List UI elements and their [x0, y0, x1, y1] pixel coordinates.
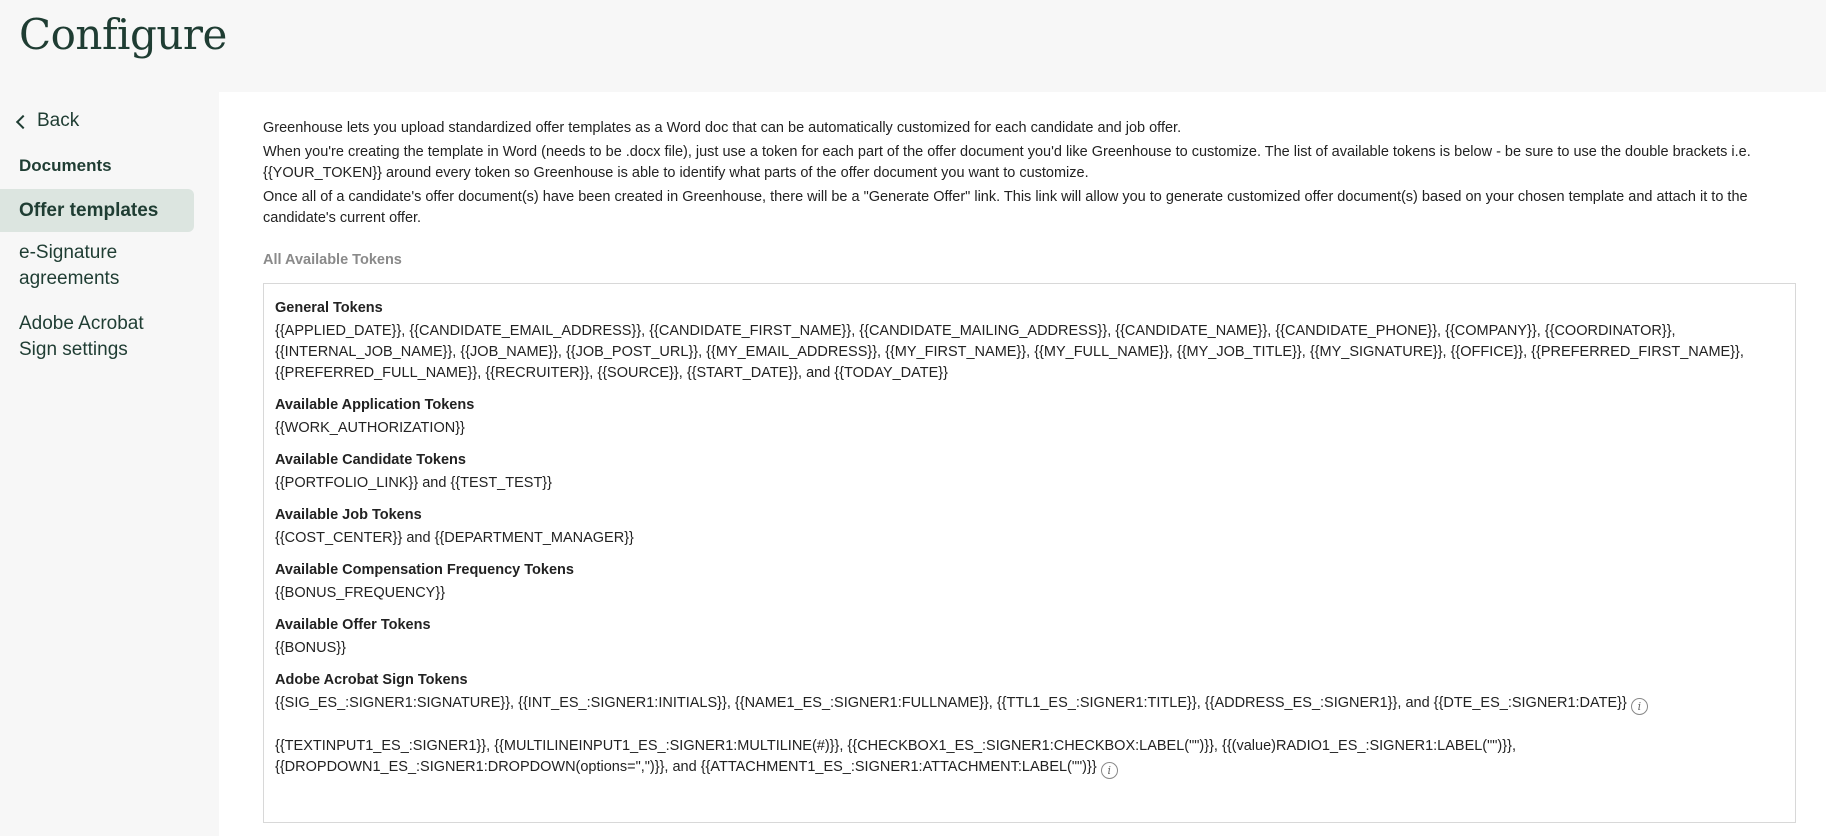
intro-paragraph: When you're creating the template in Word (needs to be .docx file), just use a token for each part of the offer document you'd like Greenhouse to customize. The list of available tokens is below - be sure to use the double brackets i.e. {{YOUR_TOKEN}} around every token so Greenhouse is able to identify what parts of the offer document you want to customize. — [263, 144, 1751, 181]
token-group-title: Available Offer Tokens — [275, 617, 431, 633]
back-label: Back — [37, 110, 80, 131]
token-group-candidate — [275, 450, 1784, 494]
token-list: {{WORK_AUTHORIZATION}} — [275, 420, 465, 436]
sidebar-section-documents: Documents — [19, 156, 112, 175]
token-group-offer — [275, 615, 1784, 659]
token-group-title: Available Compensation Frequency Tokens — [275, 562, 574, 578]
intro-text — [263, 118, 1793, 229]
chevron-left-icon — [16, 115, 30, 129]
sidebar-item-offer-templates[interactable] — [0, 189, 194, 232]
token-group-title: Available Candidate Tokens — [275, 452, 466, 468]
token-group-compensation-frequency — [275, 560, 1784, 604]
token-list: {{COST_CENTER}} and {{DEPARTMENT_MANAGER}} — [275, 530, 634, 546]
main-content — [219, 92, 1826, 836]
sidebar-item-label: Adobe Acrobat Sign settings — [19, 313, 144, 360]
tokens-panel — [263, 283, 1796, 823]
token-list-line: {{SIG_ES_:SIGNER1:SIGNATURE}}, {{INT_ES_:SIGNER1:INITIALS}}, {{NAME1_ES_:SIGNER1:FULLNAME}}, {{TTL1_ES_:SIGNER1:TITLE}}, {{ADDRESS_ES_:SIGNER1}}, and {{DTE_ES_:SIGNER1:DATE}} — [275, 695, 1627, 711]
intro-paragraph: Once all of a candidate's offer document(s) have been created in Greenhouse, there will be a "Generate Offer" link. This link will allow you to generate customized offer document(s) based on your chosen template and attach it to the candidate's current offer. — [263, 189, 1748, 226]
token-group-title: General Tokens — [275, 300, 383, 316]
intro-paragraph: Greenhouse lets you upload standardized offer templates as a Word doc that can be automatically customized for each candidate and job offer. — [263, 120, 1182, 136]
token-group-application — [275, 395, 1784, 439]
token-group-adobe-acrobat-sign — [275, 670, 1784, 779]
token-list: {{BONUS}} — [275, 640, 346, 656]
token-list — [275, 693, 1784, 715]
sidebar-item-label: Offer templates — [19, 200, 159, 221]
token-list-line: {{TEXTINPUT1_ES_:SIGNER1}}, {{MULTILINEINPUT1_ES_:SIGNER1:MULTILINE(#)}}, {{CHECKBOX1_ES_:SIGNER1:CHECKBOX:LABEL("")}}, {{(value)RADIO1_ES_:SIGNER1:LABEL("")}}, {{DROPDOWN1_ES_:SIGNER1:DROPDOWN(options=",")}}, and {{ATTACHMENT1_ES_:SIGNER1:ATTACHMENT:LABEL("")}} — [275, 738, 1516, 775]
token-group-title: Available Job Tokens — [275, 507, 422, 523]
token-group-job — [275, 505, 1784, 549]
page-title: Configure — [19, 10, 227, 59]
tokens-heading: All Available Tokens — [263, 252, 402, 268]
info-icon[interactable]: i — [1101, 762, 1118, 779]
token-list: {{APPLIED_DATE}}, {{CANDIDATE_EMAIL_ADDRESS}}, {{CANDIDATE_FIRST_NAME}}, {{CANDIDATE_MAILING_ADDRESS}}, {{CANDIDATE_NAME}}, {{CANDIDATE_PHONE}}, {{COMPANY}}, {{COORDINATOR}}, {{INTERNAL_JOB_NAME}}, {{JOB_NAME}}, {{JOB_POST_URL}}, {{MY_EMAIL_ADDRESS}}, {{MY_FIRST_NAME}}, {{MY_FULL_NAME}}, {{MY_JOB_TITLE}}, {{MY_SIGNATURE}}, {{OFFICE}}, {{PREFERRED_FIRST_NAME}}, {{PREFERRED_FULL_NAME}}, {{RECRUITER}}, {{SOURCE}}, {{START_DATE}}, and {{TODAY_DATE}} — [275, 323, 1744, 381]
token-group-title: Adobe Acrobat Sign Tokens — [275, 672, 468, 688]
token-list — [275, 736, 1784, 779]
token-group-general — [275, 298, 1784, 384]
sidebar-item-label: e-Signature agreements — [19, 242, 120, 289]
back-link[interactable] — [18, 110, 79, 132]
info-icon[interactable]: i — [1631, 698, 1648, 715]
token-list: {{PORTFOLIO_LINK}} and {{TEST_TEST}} — [275, 475, 552, 491]
sidebar-item-e-signature-agreements[interactable] — [0, 240, 194, 292]
sidebar-item-adobe-acrobat-sign-settings[interactable] — [0, 311, 194, 363]
token-group-title: Available Application Tokens — [275, 397, 475, 413]
token-list: {{BONUS_FREQUENCY}} — [275, 585, 446, 601]
